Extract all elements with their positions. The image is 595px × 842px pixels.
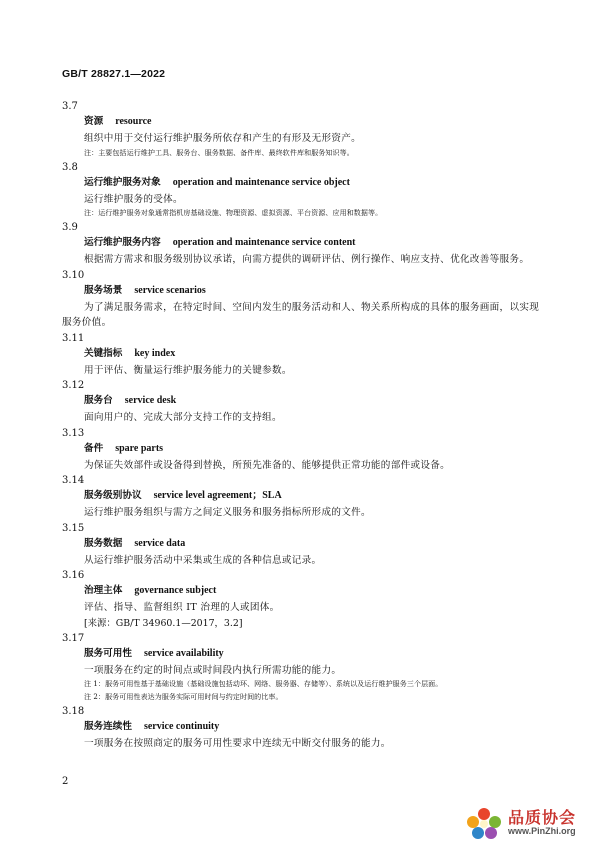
term-number: 3.14 xyxy=(62,475,85,486)
term-chinese: 备件 xyxy=(84,442,104,454)
term-definition: 一项服务在按照商定的服务可用性要求中连续无中断交付服务的能力。 xyxy=(84,738,391,749)
term-entry xyxy=(62,632,540,705)
term-entry xyxy=(62,569,540,631)
term-number: 3.12 xyxy=(62,380,85,391)
term-english: governance subject xyxy=(134,585,217,596)
term-chinese: 运行维护服务对象 xyxy=(84,176,161,188)
term-definition: 评估、指导、监督组织 IT 治理的人或团体。 xyxy=(84,602,280,613)
term-number: 3.7 xyxy=(62,101,78,112)
term-entry xyxy=(62,379,540,426)
term-entry xyxy=(62,474,540,521)
term-chinese: 运行维护服务内容 xyxy=(84,237,161,248)
watermark-url: www.PinZhi.org xyxy=(508,826,576,836)
term-number: 3.16 xyxy=(62,570,85,581)
term-heading xyxy=(62,584,540,600)
term-entry xyxy=(62,705,540,752)
term-definition: 运行维护服务的受体。 xyxy=(84,193,183,205)
term-heading xyxy=(62,347,540,363)
standard-code: GB/T 28827.1—2022 xyxy=(62,68,166,80)
term-definition: 为保证失效部件或设备得到替换，所预先准备的、能够提供正常功能的部件或设备。 xyxy=(84,459,451,471)
term-english: service data xyxy=(134,537,186,549)
term-english: resource xyxy=(115,116,152,127)
term-english: service desk xyxy=(124,395,177,406)
term-heading xyxy=(62,489,540,505)
term-heading xyxy=(62,115,540,131)
term-definition: 从运行维护服务活动中采集或生成的各种信息或记录。 xyxy=(84,554,322,566)
term-chinese: 资源 xyxy=(84,116,104,127)
term-chinese: 服务连续性 xyxy=(84,721,132,732)
term-entry xyxy=(62,332,540,379)
term-english: service availability xyxy=(143,647,224,659)
term-english: operation and maintenance service object xyxy=(172,176,350,188)
term-entry xyxy=(62,161,540,221)
terms-list xyxy=(62,100,540,753)
term-chinese: 服务场景 xyxy=(84,284,123,296)
term-chinese: 服务级别协议 xyxy=(84,490,142,501)
term-heading xyxy=(62,647,540,663)
term-definition: 一项服务在约定的时间点或时间段内执行所需功能的能力。 xyxy=(84,664,342,676)
term-heading xyxy=(62,442,540,458)
term-entry xyxy=(62,522,540,569)
term-english: spare parts xyxy=(115,442,164,454)
term-definition: 运行维护服务组织与需方之间定义服务和服务指标所形成的文件。 xyxy=(84,507,371,518)
term-number: 3.17 xyxy=(62,632,85,644)
watermark-logo xyxy=(458,804,595,842)
term-chinese: 关键指标 xyxy=(84,347,123,359)
watermark-title: 品质协会 xyxy=(508,808,577,827)
term-entry xyxy=(62,427,540,474)
term-number: 3.10 xyxy=(62,269,85,281)
term-note: 注：主要包括运行维护工具、服务台、服务数据、备件库、最终软件库和服务知识等。 xyxy=(84,148,354,157)
term-number: 3.11 xyxy=(62,332,85,344)
term-note: 注 1：服务可用性基于基础设施（基础设施包括动环、网络、服务器、存储等）、系统以及运行维护服务三个层面。 xyxy=(84,680,443,688)
term-heading xyxy=(62,284,540,300)
term-number: 3.8 xyxy=(62,161,78,173)
term-definition: 用于评估、衡量运行维护服务能力的关键参数。 xyxy=(84,364,292,376)
term-english: key index xyxy=(134,347,176,359)
term-note: 注：运行维护服务对象通常指机房基础设施、物理资源、虚拟资源、平台资源、应用和数据等。 xyxy=(84,209,383,217)
term-english: operation and maintenance service content xyxy=(172,237,356,248)
term-heading xyxy=(62,394,540,410)
term-heading xyxy=(62,537,540,553)
term-number: 3.18 xyxy=(62,706,85,717)
term-entry xyxy=(62,269,540,331)
term-note: 注 2：服务可用性表达为服务实际可用时间与约定时间的比率。 xyxy=(84,693,283,701)
term-english: service continuity xyxy=(143,721,220,732)
term-chinese: 服务数据 xyxy=(84,537,123,549)
term-chinese: 治理主体 xyxy=(84,585,123,596)
term-english: service scenarios xyxy=(134,284,206,296)
term-number: 3.15 xyxy=(62,522,85,534)
term-entry xyxy=(62,221,540,268)
term-source: [来源：GB/T 34960.1—2017，3.2] xyxy=(84,617,243,629)
term-chinese: 服务可用性 xyxy=(84,647,132,659)
term-heading xyxy=(62,236,540,252)
flower-logo-icon xyxy=(464,806,504,840)
page-number: 2 xyxy=(62,776,69,787)
term-chinese: 服务台 xyxy=(84,395,113,406)
term-definition: 组织中用于交付运行维护服务所依存和产生的有形及无形资产。 xyxy=(84,133,362,144)
term-number: 3.13 xyxy=(62,427,85,439)
term-number: 3.9 xyxy=(62,222,78,233)
term-definition: 面向用户的、完成大部分支持工作的支持组。 xyxy=(84,412,282,423)
term-definition: 为了满足服务需求，在特定时间、空间内发生的服务活动和人、物关系所构成的具体的服务画面，以实现服务价值。 xyxy=(62,301,540,328)
term-definition: 根据需方需求和服务级别协议承诺，向需方提供的调研评估、例行操作、响应支持、优化改善等服务。 xyxy=(84,254,530,265)
term-english: service level agreement；SLA xyxy=(153,490,282,501)
term-heading xyxy=(62,720,540,736)
term-entry xyxy=(62,100,540,160)
term-heading xyxy=(62,176,540,192)
